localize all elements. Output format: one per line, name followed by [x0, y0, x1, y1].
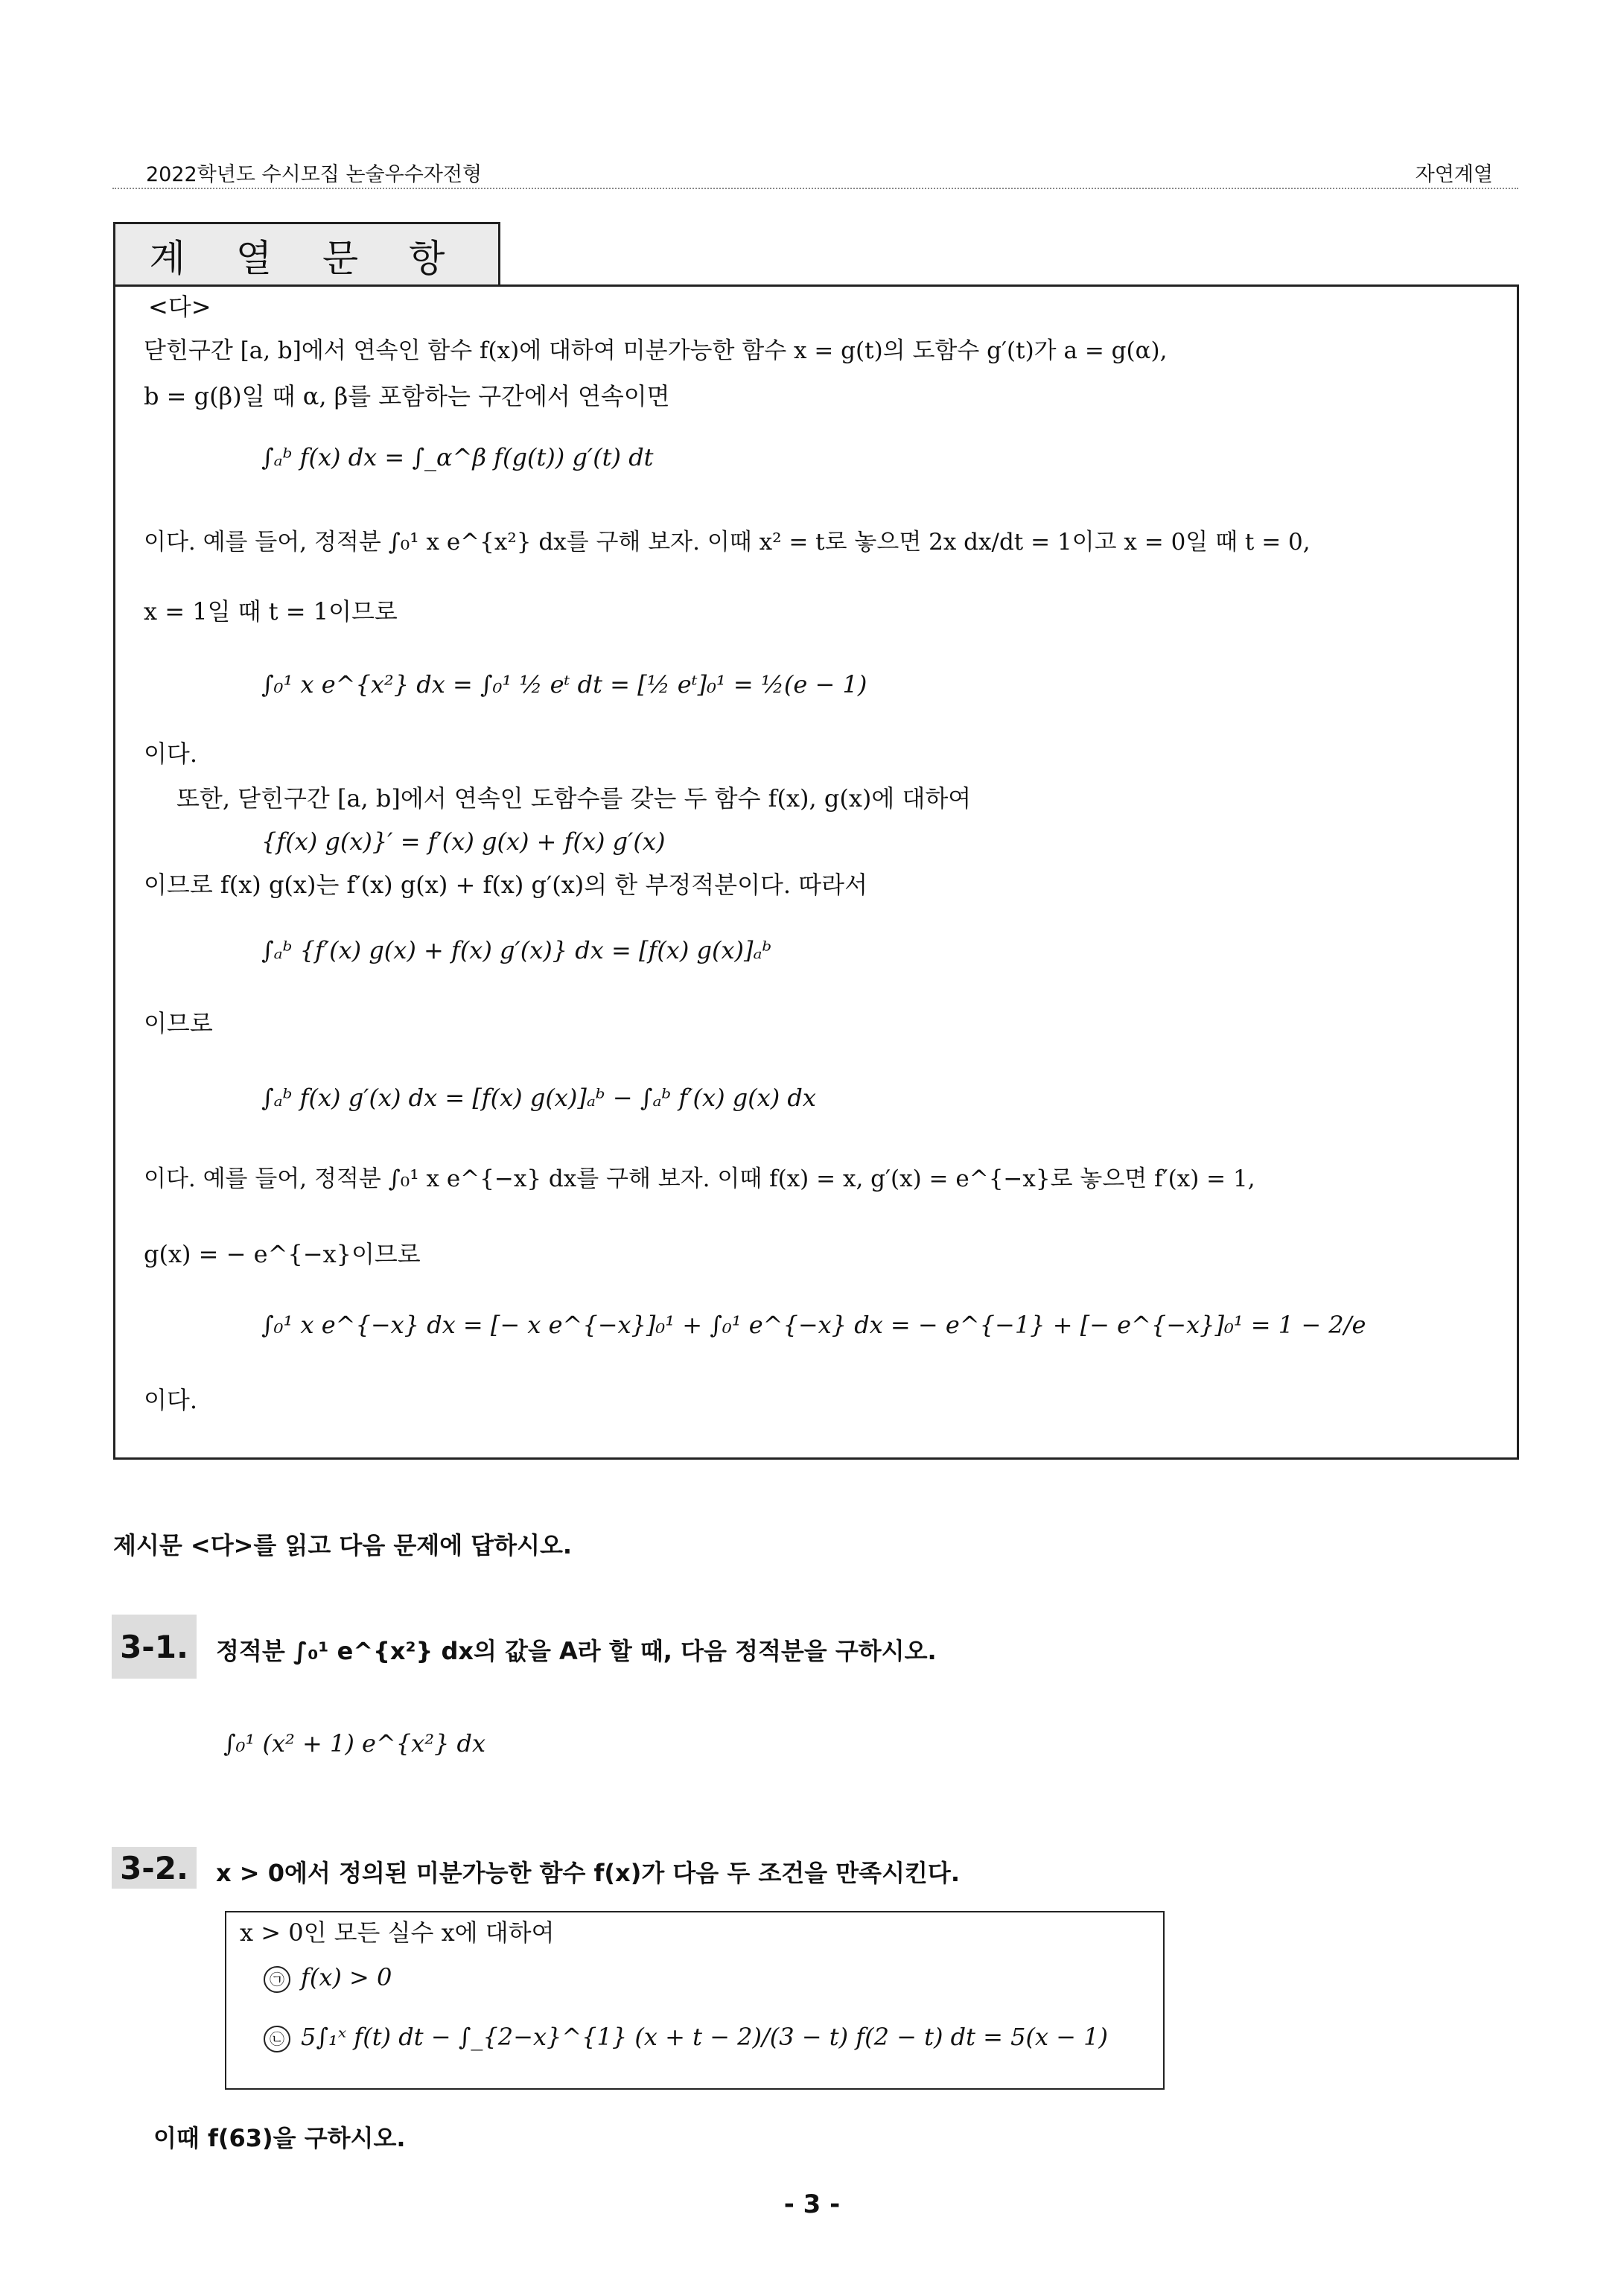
passage-line-6: 또한, 닫힌구간 [a, b]에서 연속인 도함수를 갖는 두 함수 f(x), g(x)에 대하여: [176, 784, 972, 812]
condition-2-text: 5∫₁ˣ f(t) dt − ∫_{2−x}^{1} (x + t − 2)/(3 − t) f(2 − t) dt = 5(x − 1): [301, 2023, 1108, 2051]
passage-line-7: 이므로 f(x) g(x)는 f′(x) g(x) + f(x) g′(x)의 한 부정적분이다. 따라서: [144, 871, 867, 899]
passage-line-2: b = g(β)일 때 α, β를 포함하는 구간에서 연속이면: [144, 382, 670, 410]
equation-substitution: ∫ₐᵇ f(x) dx = ∫_α^β f(g(t)) g′(t) dt: [261, 443, 654, 471]
passage-line-10: g(x) = − e^{−x}이므로: [144, 1240, 421, 1268]
question-3-2-label: 3-2.: [112, 1847, 197, 1889]
condition-1-mark: ㉠: [264, 1966, 290, 1993]
condition-1-text: f(x) > 0: [301, 1963, 392, 1991]
header-title: 2022학년도 수시모집 논술우수자전형: [146, 163, 483, 186]
passage-line-4: x = 1일 때 t = 1이므로: [144, 597, 398, 626]
conditions-box: [225, 1911, 1165, 2090]
equation-example-1: ∫₀¹ x e^{x²} dx = ∫₀¹ ½ eᵗ dt = [½ eᵗ]₀¹ = ½(e − 1): [261, 670, 867, 699]
passage-label: <다>: [148, 293, 211, 321]
passage-line-11: 이다.: [144, 1386, 197, 1414]
question-3-2-text: x > 0에서 정의된 미분가능한 함수 f(x)가 다음 두 조건을 만족시킨다.: [216, 1859, 960, 1887]
instruction-text: 제시문 <다>를 읽고 다음 문제에 답하시오.: [113, 1531, 573, 1559]
passage-line-5: 이다.: [144, 740, 197, 768]
question-3-2-ask: 이때 f(63)을 구하시오.: [153, 2124, 406, 2152]
header-category: 자연계열: [1415, 163, 1493, 186]
equation-integration-by-parts: ∫ₐᵇ f(x) g′(x) dx = [f(x) g(x)]ₐᵇ − ∫ₐᵇ f′(x) g(x) dx: [261, 1084, 816, 1112]
equation-product-rule: {f(x) g(x)}′ = f′(x) g(x) + f(x) g′(x): [261, 827, 666, 856]
section-title: 계 열 문 항: [113, 222, 500, 286]
passage-line-1: 닫힌구간 [a, b]에서 연속인 함수 f(x)에 대하여 미분가능한 함수 x = g(t)의 도함수 g′(t)가 a = g(α),: [144, 337, 1168, 364]
equation-integral-product: ∫ₐᵇ {f′(x) g(x) + f(x) g′(x)} dx = [f(x) g(x)]ₐᵇ: [261, 936, 772, 964]
question-3-1-equation: ∫₀¹ (x² + 1) e^{x²} dx: [223, 1729, 486, 1758]
page-number: - 3 -: [783, 2190, 841, 2219]
condition-2: [264, 2023, 1108, 2052]
conditions-intro: x > 0인 모든 실수 x에 대하여: [240, 1918, 555, 1947]
question-3-1-label: 3-1.: [112, 1615, 197, 1679]
condition-1: [264, 1963, 392, 1993]
passage-line-9: 이다. 예를 들어, 정적분 ∫₀¹ x e^{−x} dx를 구해 보자. 이때 f(x) = x, g′(x) = e^{−x}로 놓으면 f′(x) = 1,: [144, 1166, 1255, 1192]
condition-2-mark: ㉡: [264, 2026, 290, 2052]
question-3-1-text: 정적분 ∫₀¹ e^{x²} dx의 값을 A라 할 때, 다음 정적분을 구하시오.: [216, 1637, 937, 1665]
passage-box: [113, 284, 1519, 1460]
equation-example-2: ∫₀¹ x e^{−x} dx = [− x e^{−x}]₀¹ + ∫₀¹ e^{−x} dx = − e^{−1} + [− e^{−x}]₀¹ = 1 − 2/e: [261, 1311, 1366, 1339]
passage-line-8: 이므로: [144, 1009, 213, 1037]
passage-line-3: 이다. 예를 들어, 정적분 ∫₀¹ x e^{x²} dx를 구해 보자. 이때 x² = t로 놓으면 2x dx/dt = 1이고 x = 0일 때 t = 0,: [144, 529, 1311, 556]
header-rule: [112, 188, 1518, 189]
